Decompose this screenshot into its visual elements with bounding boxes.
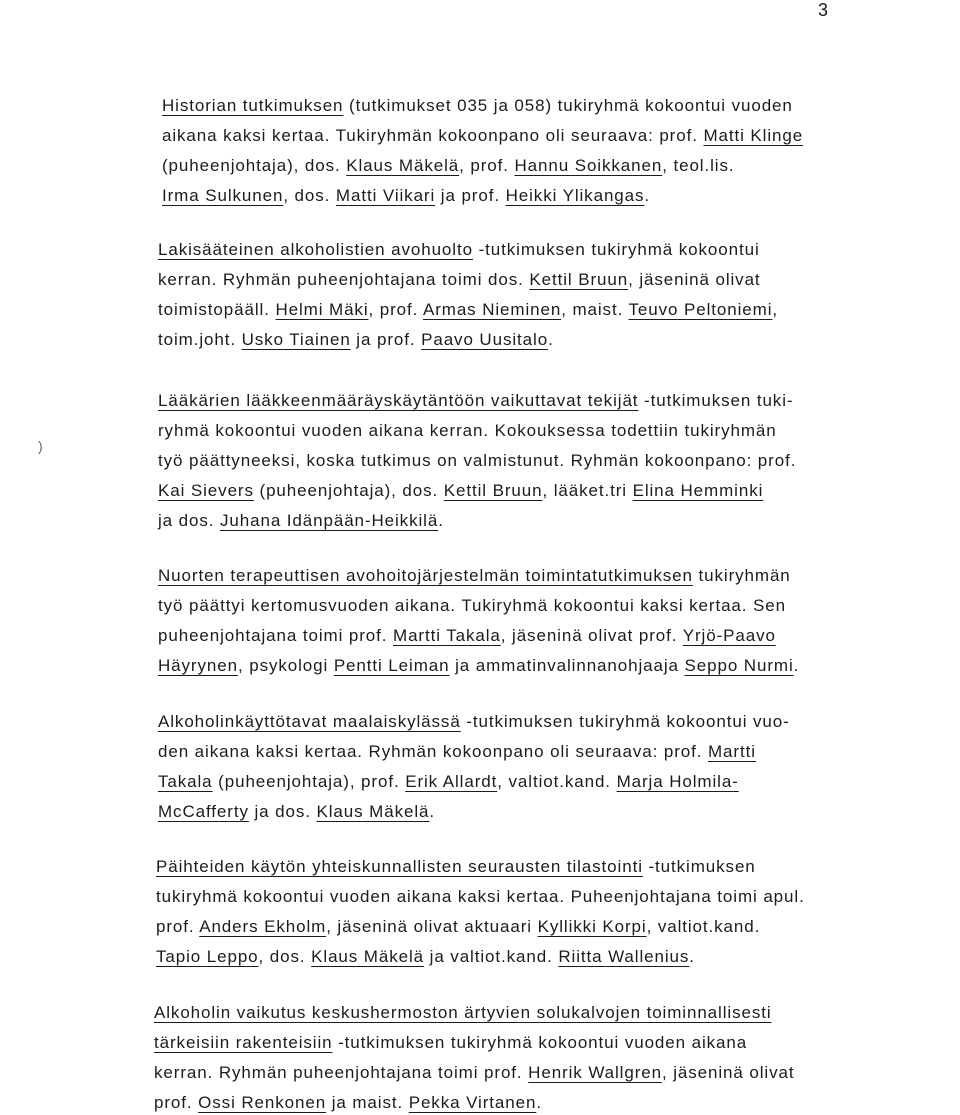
text-line — [156, 917, 760, 937]
text-segment: , — [772, 300, 778, 319]
text-line — [154, 1033, 747, 1053]
text-segment: tukiryhmä kokoontui vuoden aikana kaksi kertaa. Puheenjohtajana toimi apul. — [156, 887, 805, 906]
underlined-text: Päihteiden käytön yhteiskunnallisten seurausten tilastointi — [156, 857, 643, 876]
text-segment: ja ammatinvalinnanohjaaja — [449, 656, 685, 675]
text-line — [162, 156, 734, 176]
underlined-text: Pentti Leiman — [333, 656, 450, 675]
text-line — [156, 857, 756, 877]
text-segment: -tutkimuksen tukiryhmä kokoontui — [472, 240, 760, 259]
text-segment: -tutkimuksen tuki- — [638, 391, 794, 410]
underlined-text: Tapio Leppo — [156, 947, 259, 966]
underlined-text: Alkoholin vaikutus keskushermoston ärtyvien solukalvojen toiminnallisesti — [154, 1003, 772, 1022]
underlined-text: Erik Allardt — [405, 772, 498, 791]
underlined-text: Paavo Uusitalo — [421, 330, 549, 349]
text-line — [154, 1003, 772, 1023]
underlined-text: Helmi Mäki — [275, 300, 369, 319]
text-segment: aikana kaksi kertaa. Tukiryhmän kokoonpano oli seuraava: prof. — [162, 126, 704, 145]
text-segment: -tutkimuksen tukiryhmä kokoontui vuoden aikana — [332, 1033, 748, 1052]
text-line — [158, 270, 761, 290]
underlined-text: Nuorten terapeuttisen avohoitojärjestelmän toimintatutkimuksen — [158, 566, 693, 585]
underlined-text: Marja Holmila- — [616, 772, 739, 791]
text-line — [158, 566, 791, 586]
text-line — [158, 451, 796, 471]
text-line — [158, 772, 739, 792]
underlined-text: Häyrynen — [158, 656, 238, 675]
underlined-text: tärkeisiin rakenteisiin — [154, 1033, 333, 1052]
underlined-text: Klaus Mäkelä — [311, 947, 425, 966]
underlined-text: Martti Takala — [393, 626, 501, 645]
text-segment: , valtiot.kand. — [497, 772, 617, 791]
text-line — [162, 126, 803, 146]
underlined-text: Lakisääteinen alkoholistien avohuolto — [158, 240, 473, 259]
text-segment: . — [644, 186, 651, 205]
text-segment: ja prof. — [435, 186, 506, 205]
text-segment: , teol.lis. — [662, 156, 735, 175]
text-segment: , dos. — [283, 186, 336, 205]
text-segment: ja maist. — [326, 1093, 409, 1112]
text-line — [158, 802, 435, 822]
text-line — [162, 96, 793, 116]
text-segment: prof. — [156, 917, 200, 936]
text-segment: , jäseninä olivat prof. — [500, 626, 683, 645]
underlined-text: Usko Tiainen — [241, 330, 351, 349]
underlined-text: Kettil Bruun — [529, 270, 629, 289]
underlined-text: Matti Klinge — [703, 126, 804, 145]
underlined-text: Kyllikki Korpi — [537, 917, 647, 936]
underlined-text: Matti Viikari — [335, 186, 436, 205]
text-segment: den aikana kaksi kertaa. Ryhmän kokoonpano oli seuraava: prof. — [158, 742, 708, 761]
underlined-text: McCafferty — [158, 802, 249, 821]
text-segment: . — [429, 802, 435, 821]
text-segment: kerran. Ryhmän puheenjohtajana toimi dos. — [158, 270, 530, 289]
text-segment: . — [793, 656, 800, 675]
text-segment: (tutkimukset 035 ja 058) tukiryhmä kokoontui vuoden — [343, 96, 793, 115]
text-segment: , lääket.tri — [542, 481, 633, 500]
page-number: 3 — [818, 0, 829, 20]
text-line — [158, 240, 760, 260]
text-segment: ryhmä kokoontui vuoden aikana kerran. Kokouksessa todettiin tukiryhmän — [158, 421, 777, 440]
underlined-text: Kai Sievers — [158, 481, 254, 500]
text-segment: , jäseninä olivat — [661, 1063, 795, 1082]
underlined-text: Armas Nieminen — [422, 300, 562, 319]
underlined-text: Riitta Wallenius — [558, 947, 690, 966]
text-segment: ja prof. — [350, 330, 422, 349]
text-line — [158, 330, 554, 350]
text-segment: -tutkimuksen — [642, 857, 756, 876]
text-segment: toimistopääll. — [158, 300, 276, 319]
underlined-text: Heikki Ylikangas — [505, 186, 645, 205]
underlined-text: Takala — [158, 772, 213, 791]
text-segment: työ päättyneeksi, koska tutkimus on valmistunut. Ryhmän kokoonpano: prof. — [158, 451, 797, 470]
underlined-text: Kettil Bruun — [443, 481, 543, 500]
text-line — [158, 481, 763, 501]
text-segment: , jäseninä olivat — [628, 270, 761, 289]
text-segment: . — [438, 511, 444, 530]
underlined-text: Elina Hemminki — [632, 481, 764, 500]
text-segment: tukiryhmän — [692, 566, 791, 585]
underlined-text: Juhana Idänpään-Heikkilä — [220, 511, 439, 530]
text-segment: kerran. Ryhmän puheenjohtajana toimi prof. — [154, 1063, 529, 1082]
underlined-text: Ossi Renkonen — [198, 1093, 327, 1112]
underlined-text: Historian tutkimuksen — [162, 96, 344, 115]
text-segment: toim.joht. — [158, 330, 242, 349]
underlined-text: Pekka Virtanen — [408, 1093, 537, 1112]
text-segment: (puheenjohtaja), dos. — [162, 156, 347, 175]
text-segment: , jäseninä olivat aktuaari — [326, 917, 538, 936]
text-segment: puheenjohtajana toimi prof. — [158, 626, 394, 645]
underlined-text: Seppo Nurmi — [684, 656, 794, 675]
text-line — [156, 887, 805, 907]
text-line — [158, 511, 444, 531]
text-segment: (puheenjohtaja), prof. — [212, 772, 406, 791]
text-line — [156, 947, 695, 967]
text-segment: . — [548, 330, 554, 349]
margin-mark: ) — [38, 438, 43, 454]
text-line — [158, 596, 786, 616]
text-line — [158, 712, 790, 732]
text-segment: , valtiot.kand. — [646, 917, 761, 936]
text-segment: ja valtiot.kand. — [424, 947, 559, 966]
text-segment: , psykologi — [237, 656, 334, 675]
underlined-text: Henrik Wallgren — [528, 1063, 662, 1082]
text-segment: . — [536, 1093, 542, 1112]
text-segment: (puheenjohtaja), dos. — [253, 481, 444, 500]
text-line — [162, 186, 650, 206]
underlined-text: Lääkärien lääkkeenmääräyskäytäntöön vaikuttavat tekijät — [158, 391, 639, 410]
underlined-text: Klaus Mäkelä — [346, 156, 460, 175]
underlined-text: Teuvo Peltoniemi — [628, 300, 773, 319]
text-line — [158, 656, 799, 676]
text-segment: -tutkimuksen tukiryhmä kokoontui vuo- — [460, 712, 790, 731]
text-line — [158, 391, 793, 411]
text-line — [154, 1063, 794, 1083]
text-segment: , prof. — [459, 156, 515, 175]
text-segment: ja dos. — [248, 802, 317, 821]
underlined-text: Irma Sulkunen — [162, 186, 284, 205]
text-segment: , maist. — [561, 300, 629, 319]
text-line — [158, 421, 777, 441]
text-segment: . — [689, 947, 695, 966]
underlined-text: Klaus Mäkelä — [316, 802, 430, 821]
underlined-text: Hannu Soikkanen — [514, 156, 663, 175]
underlined-text: Yrjö-Paavo — [682, 626, 776, 645]
text-segment: työ päättyi kertomusvuoden aikana. Tukiryhmä kokoontui kaksi kertaa. Sen — [158, 596, 786, 615]
text-line — [158, 742, 756, 762]
text-segment: prof. — [154, 1093, 199, 1112]
text-line — [158, 626, 776, 646]
underlined-text: Martti — [708, 742, 756, 761]
underlined-text: Alkoholinkäyttötavat maalaiskylässä — [158, 712, 461, 731]
text-line — [158, 300, 778, 320]
text-line — [154, 1093, 542, 1113]
text-segment: , prof. — [368, 300, 423, 319]
underlined-text: Anders Ekholm — [199, 917, 327, 936]
text-segment: ja dos. — [158, 511, 221, 530]
text-segment: , dos. — [258, 947, 312, 966]
